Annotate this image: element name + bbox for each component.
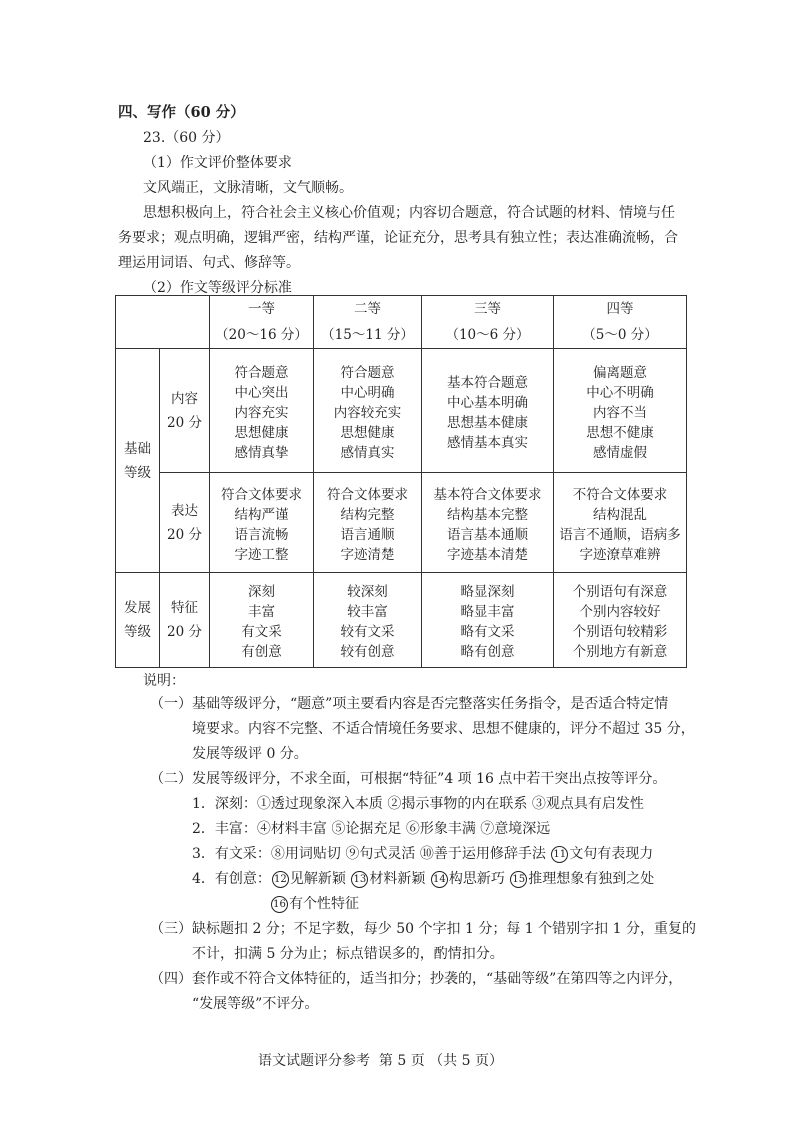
circled-number: 13 — [351, 871, 368, 888]
circled-number: 16 — [271, 896, 288, 913]
para2-line: 务要求；观点明确，逻辑严密，结构严谨，论证充分，思考具有独立性；表达准确流畅，合 — [118, 230, 678, 246]
table-cell: 符合题意 中心明确 内容较充实 思想健康 感情真实 — [314, 349, 422, 473]
note-line: （三）缺标题扣 2 分；不足字数，每少 50 个字扣 1 分；每 1 个错别字扣 1 分，重复的 — [150, 921, 696, 937]
table-corner — [116, 296, 210, 349]
grading-table — [115, 295, 687, 668]
table-cell: 符合题意 中心突出 内容充实 思想健康 感情真挚 — [210, 349, 314, 473]
table-cell: 偏离题意 中心不明确 内容不当 思想不健康 感情虚假 — [554, 349, 687, 473]
circled-number: 12 — [272, 871, 289, 888]
grade-header: 四等 （5～0 分） — [554, 296, 687, 349]
criteria-line: 2．丰富：④材料丰富 ⑤论据充足 ⑥形象丰满 ⑦意境深远 — [192, 821, 551, 837]
grade-header: 二等 （15～11 分） — [314, 296, 422, 349]
note-line: 境要求。内容不完整、不适合情境任务要求、思想不健康的，评分不超过 35 分， — [192, 721, 695, 737]
criteria-line: 16 有个性特征 — [270, 893, 359, 913]
page-footer: 语文试题评分参考 第 5 页 （共 5 页） — [258, 1053, 503, 1069]
content-label: 内容 20 分 — [160, 349, 210, 473]
part1-heading: （1）作文评价整体要求 — [143, 155, 292, 171]
table-cell: 深刻 丰富 有文采 有创意 — [210, 573, 314, 668]
table-cell: 不符合文体要求 结构混乱 语言不通顺，语病多 字迹潦草难辨 — [554, 473, 687, 573]
table-cell: 基本符合文体要求 结构基本完整 语言基本通顺 字迹基本清楚 — [422, 473, 554, 573]
circled-number: 15 — [510, 871, 527, 888]
para1: 文风端正，文脉清晰，文气顺畅。 — [143, 180, 353, 196]
section-title: 四、写作（60 分） — [118, 104, 245, 121]
feature-label: 特征 20 分 — [160, 573, 210, 668]
table-cell: 符合文体要求 结构严谨 语言流畅 字迹工整 — [210, 473, 314, 573]
criteria-line: 1．深刻：①透过现象深入本质 ②揭示事物的内在联系 ③观点具有启发性 — [192, 796, 644, 812]
criteria-line: 4．有创意： 12 见解新颖 13 材料新颖 14 构思新巧 15 推理想象有独到之处 — [192, 871, 655, 887]
development-level-label: 发展 等级 — [116, 573, 160, 668]
circled-number: 11 — [551, 846, 568, 863]
notes-heading: 说明： — [143, 673, 185, 689]
para2-line: 思想积极向上，符合社会主义核心价值观；内容切合题意，符合试题的材料、情境与任 — [143, 205, 675, 221]
circled-number: 14 — [431, 871, 448, 888]
grade-header: 一等 （20～16 分） — [210, 296, 314, 349]
note-line: （二）发展等级评分，不求全面，可根据“特征”4 项 16 点中若干突出点按等评分。 — [150, 771, 667, 787]
note-line: 发展等级评 0 分。 — [192, 746, 308, 762]
part2-heading: （2）作文等级评分标准 — [143, 280, 292, 296]
para2-line: 理运用词语、句式、修辞等。 — [118, 255, 300, 271]
table-cell: 略显深刻 略显丰富 略有文采 略有创意 — [422, 573, 554, 668]
note-line: 不计，扣满 5 分为止；标点错误多的，酌情扣分。 — [192, 946, 504, 962]
table-cell: 个别语句有深意 个别内容较好 个别语句较精彩 个别地方有新意 — [554, 573, 687, 668]
table-cell: 符合文体要求 结构完整 语言通顺 字迹清楚 — [314, 473, 422, 573]
note-line: （四）套作或不符合文体特征的，适当扣分；抄袭的，“基础等级”在第四等之内评分， — [150, 971, 683, 987]
expression-label: 表达 20 分 — [160, 473, 210, 573]
table-cell: 基本符合题意 中心基本明确 思想基本健康 感情基本真实 — [422, 349, 554, 473]
table-cell: 较深刻 较丰富 较有文采 较有创意 — [314, 573, 422, 668]
question-number: 23.（60 分） — [143, 130, 230, 146]
note-line: （一）基础等级评分，“题意”项主要看内容是否完整落实任务指令，是否适合特定情 — [150, 696, 669, 712]
criteria-line: 3．有文采：⑧用词贴切 ⑨句式灵活 ⑩善于运用修辞手法 11 文句有表现力 — [192, 846, 654, 862]
note-line: “发展等级”不评分。 — [192, 996, 319, 1012]
basic-level-label: 基础 等级 — [116, 349, 160, 573]
grade-header: 三等 （10～6 分） — [422, 296, 554, 349]
